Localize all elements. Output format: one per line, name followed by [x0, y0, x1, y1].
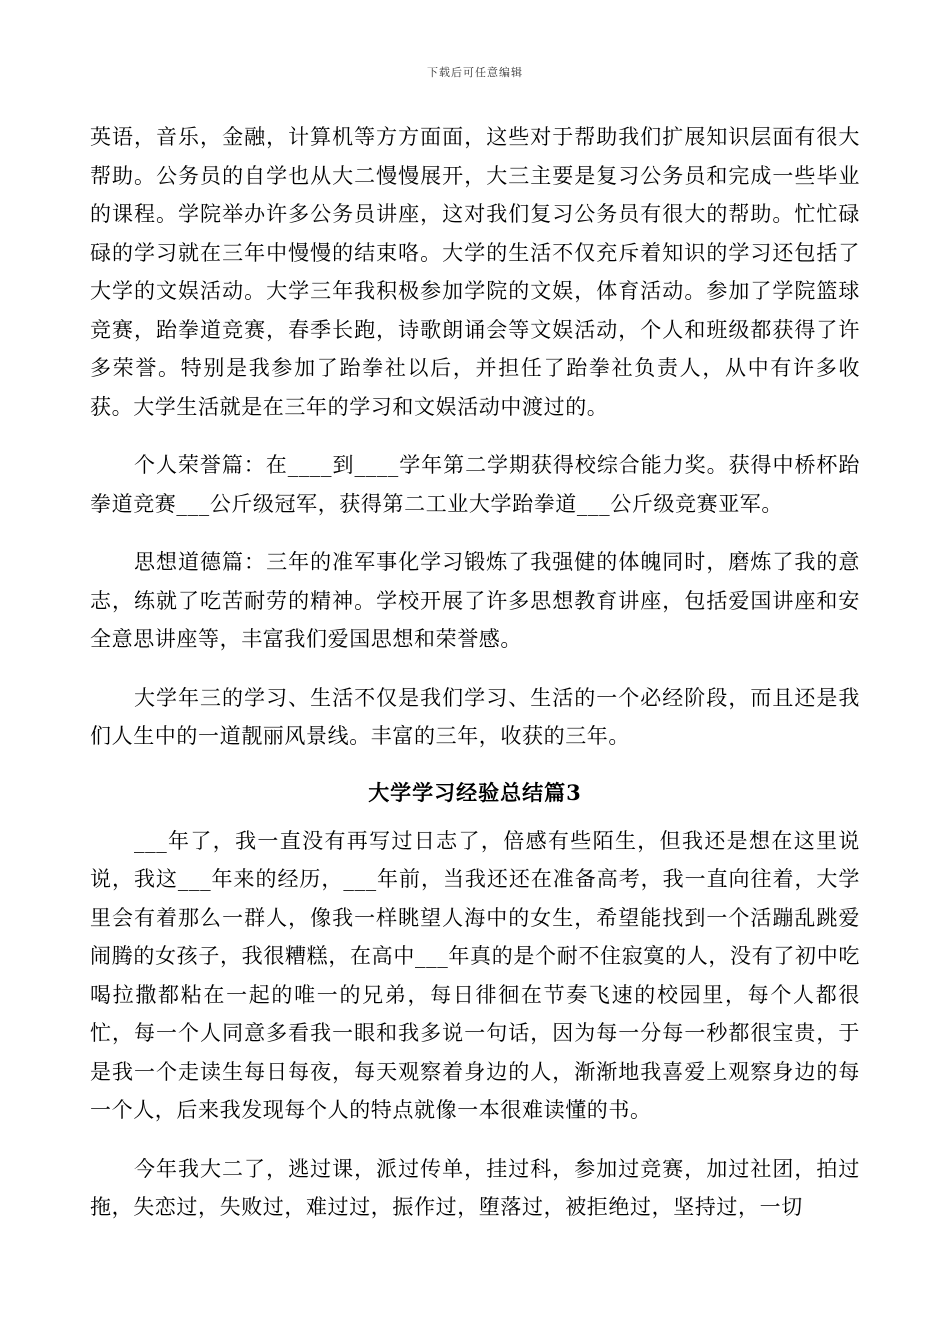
paragraph-continuation: 英语，音乐，金融，计算机等方方面面，这些对于帮助我们扩展知识层面有很大帮助。公务员的自学也从大二慢慢展开，大三主要是复习公务员和完成一些毕业的课程。学院举办许多公务员讲座，这对我们复习公务员有很大的帮助。忙忙碌碌的学习就在三年中慢慢的结束咯。大学的生活不仅充斥着知识的学习还包括了大学的文娱活动。大学三年我积极参加学院的文娱，体育活动。参加了学院篮球竞赛，跆拳道竞赛，春季长跑，诗歌朗诵会等文娱活动，个人和班级都获得了许多荣誉。特别是我参加了跆拳社以后，并担任了跆拳社负责人，从中有许多收获。大学生活就是在三年的学习和文娱活动中渡过的。 [90, 125, 860, 419]
section-title: 大学学习经验总结篇3 [368, 779, 582, 805]
paragraph-personal-honors: 个人荣誉篇：在____到____学年第二学期获得校综合能力奖。获得中桥杯跆拳道竞赛___公斤级冠军，获得第二工业大学跆拳道___公斤级竞赛亚军。 [90, 453, 860, 516]
paragraph-diary-intro: ___年了，我一直没有再写过日志了，倍感有些陌生，但我还是想在这里说说，我这___年来的经历，___年前，当我还还在准备高考，我一直向往着，大学里会有着那么一群人，像我一样眺望人海中的女生，希望能找到一个活蹦乱跳爱闹腾的女孩子，我很糟糕，在高中___年真的是个耐不住寂寞的人，没有了初中吃喝拉撒都粘在一起的唯一的兄弟，每日徘徊在节奏飞速的校园里，每个人都很忙，每一个人同意多看我一眼和我多说一句话，因为每一分每一秒都很宝贵，于是我一个走读生每日每夜，每天观察着身边的人，渐渐地我喜爱上观察身边的每一个人，后来我发现每个人的特点就像一本很难读懂的书。 [90, 828, 860, 1122]
document-body [90, 118, 860, 1227]
page-header-note: 下载后可任意编辑 [427, 66, 523, 79]
paragraph-sophomore: 今年我大二了，逃过课，派过传单，挂过科，参加过竞赛，加过社团，拍过拖，失恋过，失败过，难过过，振作过，堕落过，被拒绝过，坚持过，一切 [90, 1156, 860, 1219]
paragraph-moral-thought: 思想道德篇：三年的准军事化学习锻炼了我强健的体魄同时，磨炼了我的意志，练就了吃苦耐劳的精神。学校开展了许多思想教育讲座，包括爱国讲座和安全意思讲座等，丰富我们爱国思想和荣誉感。 [90, 550, 860, 651]
paragraph-summary: 大学年三的学习、生活不仅是我们学习、生活的一个必经阶段，而且还是我们人生中的一道靓丽风景线。丰富的三年，收获的三年。 [90, 685, 860, 748]
